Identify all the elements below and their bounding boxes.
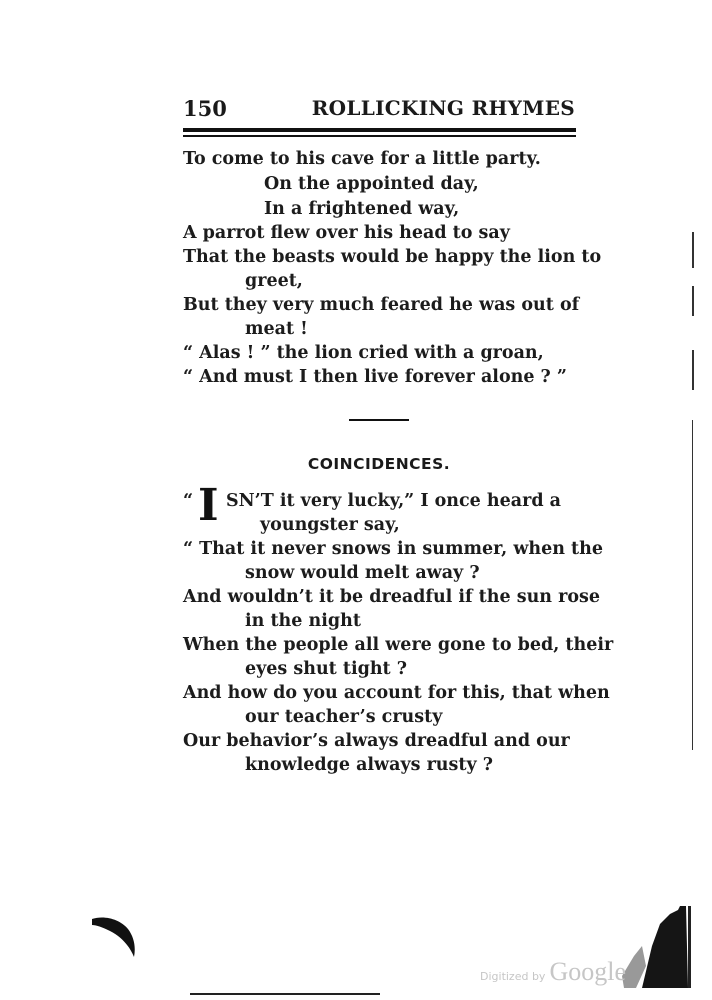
poem-line: meat !	[245, 319, 308, 339]
poem-line: And how do you account for this, that when	[183, 683, 610, 703]
poem-line: knowledge always rusty ?	[245, 755, 493, 775]
section-title: COINCIDENCES.	[307, 455, 451, 473]
margin-scan-line	[692, 286, 694, 316]
poem-line: That the beasts would be happy the lion to	[183, 247, 602, 267]
poem-line: greet,	[245, 271, 303, 291]
margin-scan-line	[692, 232, 694, 268]
poem-line: “ That it never snows in summer, when the	[183, 539, 603, 559]
poem-line: Our behavior’s always dreadful and our	[183, 731, 570, 751]
open-quote: “	[183, 491, 194, 511]
poem-line: our teacher’s crusty	[245, 707, 443, 727]
margin-scan-line	[692, 420, 693, 750]
poem-line: A parrot flew over his head to say	[183, 223, 510, 243]
watermark-prefix: Digitized by	[480, 970, 546, 983]
poem-line: When the people all were gone to bed, their	[183, 635, 614, 655]
page-header	[183, 96, 575, 122]
poem-line: “ And must I then live forever alone ? ”	[183, 367, 567, 387]
drop-cap: I	[198, 480, 219, 531]
margin-scan-line	[692, 350, 694, 390]
poem-line: On the appointed day,	[264, 174, 479, 194]
header-rule-thick	[183, 128, 576, 132]
google-logo-text: Google	[549, 957, 626, 986]
poem-line: SN’T it very lucky,” I once heard a	[226, 491, 561, 511]
bottom-scan-line	[190, 993, 380, 995]
poem-line: To come to his cave for a little party.	[183, 149, 541, 169]
digitization-watermark	[480, 957, 626, 987]
poem-line: eyes shut tight ?	[245, 659, 407, 679]
poem-line: But they very much feared he was out of	[183, 295, 580, 315]
poem-line: youngster say,	[260, 515, 400, 535]
scan-smudge-left	[92, 915, 142, 959]
poem-line: “ Alas ! ” the lion cried with a groan,	[183, 343, 544, 363]
section-separator	[349, 419, 409, 421]
poem-line: snow would melt away ?	[245, 563, 480, 583]
poem-line: in the night	[245, 611, 361, 631]
poem-line: In a frightened way,	[264, 199, 460, 219]
running-title: ROLLICKING RHYMES	[311, 96, 575, 120]
poem-line: And wouldn’t it be dreadful if the sun rose	[183, 587, 600, 607]
header-rule-thin	[183, 135, 576, 137]
page-number: 150	[183, 96, 227, 121]
